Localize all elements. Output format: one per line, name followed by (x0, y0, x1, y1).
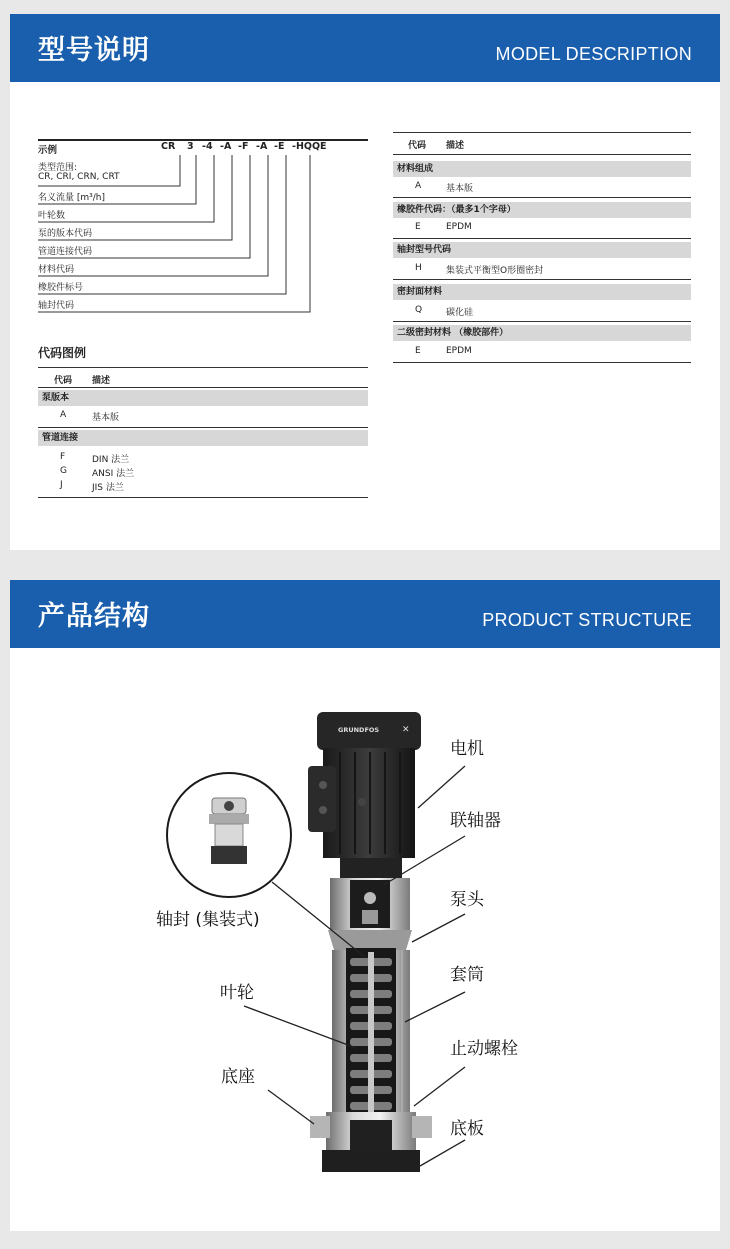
field-impeller-count: 叶轮数 (38, 211, 66, 221)
brand-logo: GRUNDFOS (338, 726, 380, 734)
pump-illustration (10, 580, 720, 1231)
field-version-code: 泵的版本代码 (38, 229, 93, 239)
right-row-desc: 集装式平衡型O形圈密封 (446, 266, 544, 276)
left-row-code: A (60, 410, 67, 420)
label-base-plate: 底板 (450, 1119, 484, 1139)
field-seal-code: 轴封代码 (38, 301, 75, 311)
right-group-seal-face: 密封面材料 (393, 284, 691, 300)
model-description-card (10, 14, 720, 550)
right-row-code: E (415, 346, 421, 356)
right-row-desc: 碳化硅 (446, 308, 474, 318)
label-motor: 电机 (450, 739, 484, 759)
left-row-desc: DIN 法兰 (92, 455, 130, 465)
left-table-bottom-rule (38, 497, 368, 498)
code-material: -A (256, 141, 268, 152)
pump-sleeve (332, 948, 410, 1124)
label-stay-bolt: 止动螺栓 (450, 1039, 518, 1059)
right-table-rule (393, 197, 691, 198)
right-row-desc: EPDM (446, 222, 472, 232)
right-group-secondary-seal: 二级密封材料 （橡胶部件） (393, 325, 691, 341)
label-sleeve: 套筒 (450, 965, 484, 985)
code-cr: CR (161, 141, 176, 152)
code-rubber: -E (274, 141, 285, 152)
code-flow: 3 (187, 141, 194, 152)
right-col-desc: 描述 (446, 141, 465, 151)
legend-title: 代码图例 (38, 346, 87, 360)
left-row-code: J (60, 480, 63, 490)
example-label: 示例 (38, 145, 58, 156)
banner-title-zh: 型号说明 (38, 35, 150, 66)
field-nominal-flow: 名义流量 [m³/h] (38, 193, 105, 203)
code-pipe: -F (238, 141, 249, 152)
seal-inset (167, 773, 291, 897)
field-pipe-code: 管道连接代码 (38, 247, 93, 257)
pump-head (328, 858, 412, 950)
left-col-code: 代码 (54, 376, 73, 386)
banner-title-en: MODEL DESCRIPTION (495, 44, 692, 64)
left-table-top-rule (38, 367, 368, 368)
right-group-material: 材料组成 (393, 161, 691, 177)
right-table-rule (393, 238, 691, 239)
left-row-code: G (60, 466, 67, 476)
right-table-rule (393, 279, 691, 280)
banner-title-en: PRODUCT STRUCTURE (482, 610, 692, 630)
right-col-code: 代码 (408, 141, 427, 151)
label-base: 底座 (221, 1067, 255, 1087)
right-table-header-rule (393, 154, 691, 155)
right-row-code: H (415, 263, 422, 273)
right-group-seal: 轴封型号代码 (393, 242, 691, 258)
right-row-desc: EPDM (446, 346, 472, 356)
label-seal: 轴封 (集装式) (156, 910, 260, 930)
right-row-code: E (415, 222, 421, 232)
code-seal: -HQQE (292, 141, 327, 152)
brand-x-icon: ✕ (402, 725, 410, 735)
motor-body (308, 712, 421, 858)
banner-title-zh: 产品结构 (38, 601, 150, 632)
label-coupling: 联轴器 (450, 811, 501, 831)
code-version: -A (220, 141, 232, 152)
field-type-range-values: CR, CRI, CRN, CRT (38, 172, 120, 182)
left-row-desc: 基本版 (92, 413, 120, 423)
left-col-desc: 描述 (92, 376, 111, 386)
left-group-pump-version: 泵版本 (38, 390, 368, 406)
field-type-range: 类型范围: (38, 163, 78, 173)
left-table-header-rule (38, 387, 368, 388)
left-row-desc: ANSI 法兰 (92, 469, 135, 479)
right-table-top-rule (393, 132, 691, 133)
label-pump-head: 泵头 (450, 890, 484, 910)
left-row-code: F (60, 452, 66, 462)
right-table-bottom-rule (393, 362, 691, 363)
field-material-code: 材料代码 (38, 265, 75, 275)
right-row-code: Q (415, 305, 423, 315)
label-impeller: 叶轮 (220, 983, 254, 1003)
field-rubber-code: 橡胶件标号 (38, 283, 84, 293)
product-structure-card (10, 580, 720, 1231)
code-impellers: -4 (202, 141, 213, 152)
left-table-rule (38, 427, 368, 428)
left-row-desc: JIS 法兰 (92, 483, 124, 493)
pump-base (310, 1112, 432, 1172)
right-table-rule (393, 321, 691, 322)
right-row-desc: 基本版 (446, 184, 474, 194)
right-group-rubber: 橡胶件代码：（最多1个字母） (393, 202, 691, 218)
left-group-pipe: 管道连接 (38, 430, 368, 446)
right-row-code: A (415, 181, 422, 191)
